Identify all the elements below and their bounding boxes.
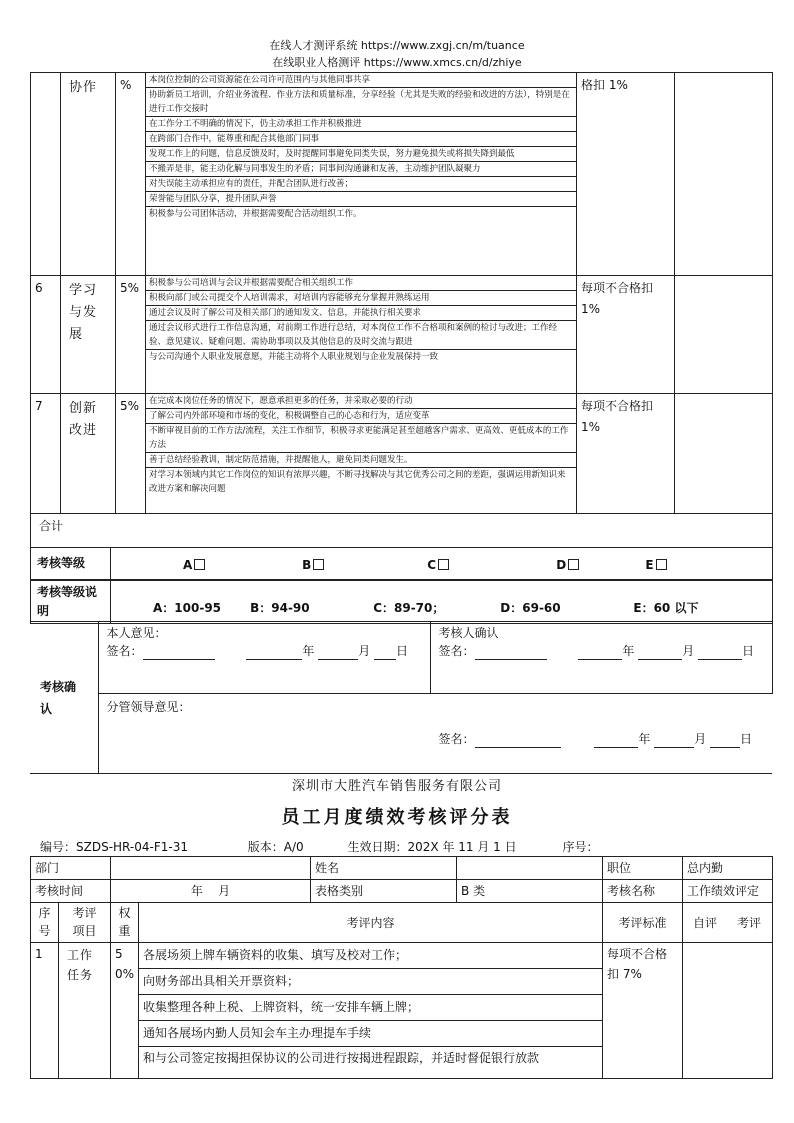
grade-desc-b: B：94-90 [250, 601, 310, 615]
content-line: 了解公司内外部环境和市场的变化，积极调整自己的心态和行为，适应变革 [146, 409, 576, 424]
header-line-1: 在线人才测评系统 https://www.zxgj.cn/m/tuance [269, 39, 525, 52]
reviewer-confirm-label: 考核人确认 [438, 626, 499, 640]
item-weight: 5% [116, 276, 146, 394]
grade-option-a[interactable]: A [111, 558, 229, 572]
item-contents [146, 276, 577, 394]
content-line: 对失误能主动承担应有的责任，并配合团队进行改善； [146, 177, 576, 192]
content-line: 各展场须上牌车辆资料的收集、填写及校对工作； [139, 943, 602, 969]
grade-desc-c: C：89-70； [373, 601, 445, 615]
reviewer-sign-line: 签名： 年 月 日 [438, 644, 755, 658]
confirm-label: 考核确认 [30, 622, 98, 774]
review-name-value: 工作绩效评定 [683, 880, 773, 903]
grade-descriptions [111, 580, 773, 624]
row-standard: 每项不合格扣 7% [603, 943, 683, 1079]
position-label: 职位 [603, 857, 683, 880]
content-line: 通知各展场内勤人员知会车主办理提车手续 [139, 1021, 602, 1047]
review-table [30, 856, 773, 1079]
leader-opinion-label: 分管领导意见： [106, 700, 191, 714]
form-seq: 序号： [562, 840, 599, 854]
grade-option-b[interactable]: B [234, 558, 352, 572]
day-field[interactable] [710, 734, 740, 748]
checkbox-icon[interactable] [194, 559, 205, 570]
checkbox-icon[interactable] [568, 559, 579, 570]
period-label: 考核时间 [31, 880, 111, 903]
content-line: 善于总结经验教训，制定防范措施，并提醒他人，避免同类问题发生。 [146, 453, 576, 468]
signature-field[interactable] [475, 734, 561, 748]
row-item: 工作任务 [59, 943, 111, 1079]
self-opinion-cell[interactable] [98, 622, 430, 694]
year-field[interactable] [246, 646, 302, 660]
header-line-2: 在线职业人格测评 https://www.xmcs.cn/d/zhiye [272, 56, 522, 69]
leader-sign-line: 签名： 年 月 日 [438, 732, 753, 746]
grade-label: 考核等级 [31, 548, 111, 581]
content-line: 和与公司签定按揭担保协议的公司进行按揭进程跟踪，并适时督促银行放款 [143, 1051, 540, 1065]
content-line: 不搬弄是非，能主动化解与同事发生的矛盾；同事间沟通谦和友善，主动维护团队凝聚力 [146, 162, 576, 177]
item-score[interactable] [675, 276, 773, 394]
signature-field[interactable] [475, 646, 547, 660]
item-score[interactable] [675, 394, 773, 514]
col-score-headers [683, 903, 773, 943]
form-version: 版本：A/0 [247, 840, 304, 854]
form-code: 编号：SZDS-HR-04-F1-31 [40, 840, 188, 854]
confirm-table [30, 621, 773, 774]
item-score[interactable] [675, 73, 773, 276]
col-weight-header: 权重 [111, 903, 139, 943]
grade-desc-d: D：69-60 [500, 601, 561, 615]
month-field[interactable] [638, 646, 682, 660]
signature-field[interactable] [143, 646, 215, 660]
item-weight: 5% [116, 394, 146, 514]
row-contents [139, 943, 603, 1079]
year-field[interactable] [594, 734, 638, 748]
dept-label: 部门 [31, 857, 111, 880]
content-line: 不断审视目前的工作方法/流程，关注工作细节，积极寻求更能满足甚至超越客户需求、更高效、更低成本的工作方法 [146, 424, 576, 453]
grade-desc-a: A：100-95 [153, 601, 222, 615]
row-no: 1 [31, 943, 59, 1079]
content-line: 通过会议及时了解公司及相关部门的通知发文、信息，并能执行相关要求 [146, 306, 576, 321]
item-contents [146, 394, 577, 514]
grade-option-c[interactable]: C [357, 558, 481, 572]
grade-desc-label: 考核等级说明 [31, 580, 111, 624]
item-name: 创新改进 [61, 394, 116, 514]
item-name: 学习与发展 [61, 276, 116, 394]
month-field[interactable] [654, 734, 694, 748]
content-line: 本岗位控制的公司资源能在公司许可范围内与其他同事共享 [146, 73, 576, 88]
item-no: 7 [31, 394, 61, 514]
year-field[interactable] [578, 646, 622, 660]
item-standard: 格扣 1% [577, 73, 675, 276]
day-field[interactable] [698, 646, 742, 660]
content-line: 向财务部出具相关开票资料； [139, 969, 602, 995]
content-line: 协助新员工培训，介绍业务流程、作业方法和质量标准，分享经验（尤其是失败的经验和改进的方法），特别是在进行工作交接时 [146, 88, 576, 117]
checkbox-icon[interactable] [656, 559, 667, 570]
item-name: 协作 [61, 73, 116, 276]
form-type-label: 表格类别 [311, 880, 457, 903]
content-line: 积极参与公司培训与会议并根据需要配合相关组织工作 [146, 276, 576, 291]
item-standard: 每项不合格扣 1% [577, 276, 675, 394]
grade-option-e[interactable]: E [615, 558, 715, 572]
company-name: 深圳市大胜汽车销售服务有限公司 [291, 779, 502, 794]
item-standard: 每项不合格扣 1% [577, 394, 675, 514]
content-line: 与公司沟通个人职业发展意愿，并能主动将个人职业规划与企业发展保持一致 [149, 352, 439, 362]
review-table-continued [30, 72, 773, 548]
col-self-header: 自评 [693, 915, 718, 930]
content-line: 在工作分工不明确的情况下，仍主动承担工作并积极推进 [146, 117, 576, 132]
col-content-header: 考评内容 [139, 903, 603, 943]
content-line: 在完成本岗位任务的情况下，愿意承担更多的任务，并采取必要的行动 [146, 394, 576, 409]
total-label: 合计 [31, 514, 773, 548]
month-field[interactable] [318, 646, 358, 660]
checkbox-icon[interactable] [438, 559, 449, 570]
content-line: 通过会议形式进行工作信息沟通，对前期工作进行总结，对本岗位工作不合格项和案例的检讨与改进；工作经验、意见建议、疑难问题、需协助事项以及其他信息的及时交流与跟进 [146, 321, 576, 350]
leader-opinion-cell[interactable] [98, 694, 772, 774]
content-line: 收集整理各种上税、上牌资料，统一安排车辆上牌； [139, 995, 602, 1021]
name-label: 姓名 [311, 857, 457, 880]
checkbox-icon[interactable] [313, 559, 324, 570]
review-name-label: 考核名称 [603, 880, 683, 903]
form-type-value: B 类 [457, 880, 603, 903]
col-review-header: 考评 [737, 915, 762, 930]
form-effective-date: 生效日期：202X 年 11 月 1 日 [347, 840, 517, 854]
content-line: 对学习本领域内其它工作岗位的知识有浓厚兴趣，不断寻找解决与其它优秀公司之间的差距，强调运用新知识来改进方案和解决问题 [149, 470, 566, 494]
period-value[interactable]: 年 月 [111, 880, 311, 903]
name-field[interactable] [457, 857, 603, 880]
self-sign-line: 签名： 年 月 日 [106, 644, 409, 658]
self-opinion-label: 本人意见： [106, 626, 167, 640]
item-no: 6 [31, 276, 61, 394]
item-weight: % [116, 73, 146, 276]
form-meta [40, 838, 654, 855]
content-line: 荣誉能与团队分享，提升团队声誉 [146, 192, 576, 207]
position-value: 总内勤 [683, 857, 773, 880]
grade-desc-e: E：60 以下 [633, 601, 699, 615]
form-title: 员工月度绩效考核评分表 [281, 807, 513, 828]
row-weight: 50% [111, 943, 139, 1079]
col-standard-header: 考评标准 [603, 903, 683, 943]
row-score[interactable] [683, 943, 773, 1079]
reviewer-confirm-cell[interactable] [430, 622, 772, 694]
dept-field[interactable] [111, 857, 311, 880]
grade-table [30, 547, 773, 624]
item-contents [146, 73, 577, 276]
content-line: 积极向部门或公司提交个人培训需求，对培训内容能够充分掌握并熟练运用 [146, 291, 576, 306]
col-item-header: 考评项目 [59, 903, 111, 943]
col-no-header: 序号 [31, 903, 59, 943]
content-line: 在跨部门合作中，能尊重和配合其他部门同事 [146, 132, 576, 147]
item-no [31, 73, 61, 276]
day-field[interactable] [374, 646, 396, 660]
grade-options [111, 548, 773, 581]
grade-option-d[interactable]: D [486, 558, 610, 572]
content-line: 积极参与公司团体活动，并根据需要配合活动组织工作。 [149, 209, 362, 219]
content-line: 发现工作上的问题，信息反馈及时，及时提醒同事避免同类失误，努力避免损失或将损失降到最低 [146, 147, 576, 162]
